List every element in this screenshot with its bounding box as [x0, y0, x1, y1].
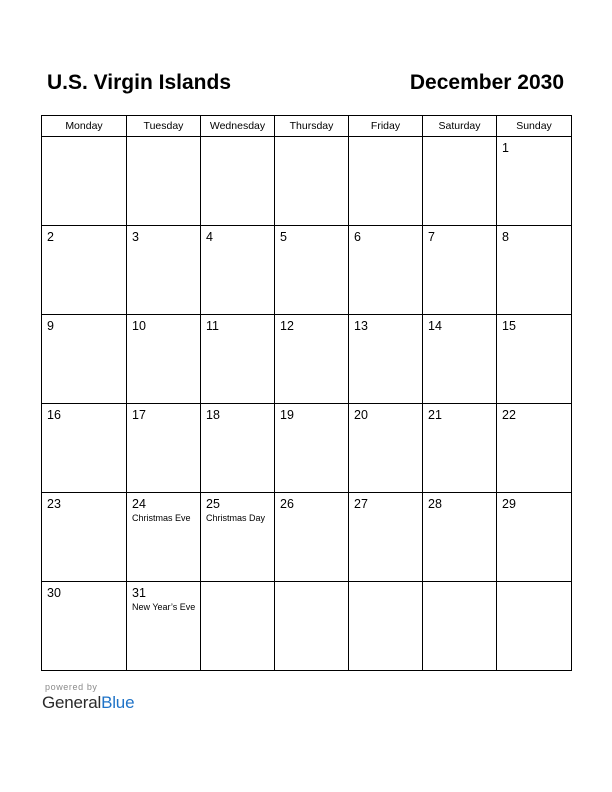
- logo-text-general: General: [42, 693, 102, 712]
- day-cell: [127, 315, 201, 404]
- week-row: [42, 226, 572, 315]
- day-number: 21: [428, 408, 442, 422]
- day-number: 27: [354, 497, 368, 511]
- day-number: 25: [206, 497, 220, 511]
- day-number: 17: [132, 408, 146, 422]
- calendar-grid: [41, 115, 572, 671]
- day-number: 18: [206, 408, 220, 422]
- day-cell: [42, 315, 127, 404]
- day-cell: [127, 226, 201, 315]
- day-number: 30: [47, 586, 61, 600]
- day-cell: [275, 137, 349, 226]
- day-cell: [497, 404, 572, 493]
- weekday-header: Sunday: [497, 116, 572, 137]
- holiday-label: Christmas Day: [206, 513, 266, 523]
- day-cell: [201, 315, 275, 404]
- holiday-label: New Year’s Eve: [132, 602, 196, 612]
- day-number: 4: [206, 230, 213, 244]
- day-cell: [201, 404, 275, 493]
- day-number: 23: [47, 497, 61, 511]
- weekday-header: Wednesday: [201, 116, 275, 137]
- day-cell: [423, 226, 497, 315]
- day-number: 1: [502, 141, 509, 155]
- week-row: [42, 493, 572, 582]
- day-cell: [127, 137, 201, 226]
- day-cell: [497, 493, 572, 582]
- day-cell: [42, 404, 127, 493]
- day-cell: [349, 315, 423, 404]
- day-number: [423, 137, 496, 141]
- day-number: [275, 137, 348, 141]
- weekday-header: Friday: [349, 116, 423, 137]
- day-cell: [127, 493, 201, 582]
- day-number: 6: [354, 230, 361, 244]
- day-number: 19: [280, 408, 294, 422]
- day-cell: [349, 582, 423, 671]
- day-number: 26: [280, 497, 294, 511]
- day-cell: [201, 493, 275, 582]
- day-number: 14: [428, 319, 442, 333]
- day-cell: [423, 493, 497, 582]
- day-cell: [201, 582, 275, 671]
- day-cell: [201, 137, 275, 226]
- day-number: [42, 137, 126, 141]
- day-number: [349, 582, 422, 586]
- day-cell: [497, 315, 572, 404]
- day-cell: [349, 226, 423, 315]
- weekday-header: Thursday: [275, 116, 349, 137]
- day-cell: [275, 582, 349, 671]
- day-cell: [42, 226, 127, 315]
- day-cell: [349, 493, 423, 582]
- day-number: 8: [502, 230, 509, 244]
- day-cell: [423, 582, 497, 671]
- day-number: 7: [428, 230, 435, 244]
- day-number: 12: [280, 319, 294, 333]
- day-cell: [423, 315, 497, 404]
- day-number: 16: [47, 408, 61, 422]
- day-cell: [497, 226, 572, 315]
- powered-by-text: powered by: [45, 682, 98, 692]
- day-cell: [349, 137, 423, 226]
- day-cell: [42, 137, 127, 226]
- day-cell: [275, 315, 349, 404]
- day-cell: [42, 582, 127, 671]
- weekday-header: Monday: [42, 116, 127, 137]
- day-number: [127, 137, 200, 141]
- day-number: 28: [428, 497, 442, 511]
- day-number: 11: [206, 319, 219, 333]
- day-number: 2: [47, 230, 54, 244]
- day-number: 20: [354, 408, 368, 422]
- day-number: 5: [280, 230, 287, 244]
- day-number: 15: [502, 319, 516, 333]
- day-number: 22: [502, 408, 516, 422]
- weekday-header: Saturday: [423, 116, 497, 137]
- day-cell: [497, 582, 572, 671]
- day-number: [201, 137, 274, 141]
- day-number: 24: [132, 497, 146, 511]
- day-number: 31: [132, 586, 146, 600]
- weekday-header-row: [42, 116, 572, 137]
- day-number: [275, 582, 348, 586]
- day-cell: [127, 582, 201, 671]
- day-number: [423, 582, 496, 586]
- day-number: 9: [47, 319, 54, 333]
- generalblue-logo: [42, 693, 134, 713]
- day-cell: [275, 226, 349, 315]
- day-cell: [201, 226, 275, 315]
- day-cell: [423, 137, 497, 226]
- week-row: [42, 582, 572, 671]
- week-row: [42, 404, 572, 493]
- day-cell: [275, 493, 349, 582]
- holiday-label: Christmas Eve: [132, 513, 191, 523]
- month-year-title: December 2030: [409, 71, 564, 94]
- logo-text-blue: Blue: [101, 693, 135, 712]
- day-number: [201, 582, 274, 586]
- day-cell: [42, 493, 127, 582]
- day-cell: [275, 404, 349, 493]
- day-number: 3: [132, 230, 139, 244]
- day-cell: [127, 404, 201, 493]
- weekday-header: Tuesday: [127, 116, 201, 137]
- day-number: 13: [354, 319, 368, 333]
- day-cell: [349, 404, 423, 493]
- day-number: [497, 582, 571, 586]
- day-number: [349, 137, 422, 141]
- week-row: [42, 137, 572, 226]
- day-cell: [497, 137, 572, 226]
- day-cell: [423, 404, 497, 493]
- day-number: 29: [502, 497, 516, 511]
- region-title: U.S. Virgin Islands: [47, 71, 231, 94]
- day-number: 10: [132, 319, 146, 333]
- week-row: [42, 315, 572, 404]
